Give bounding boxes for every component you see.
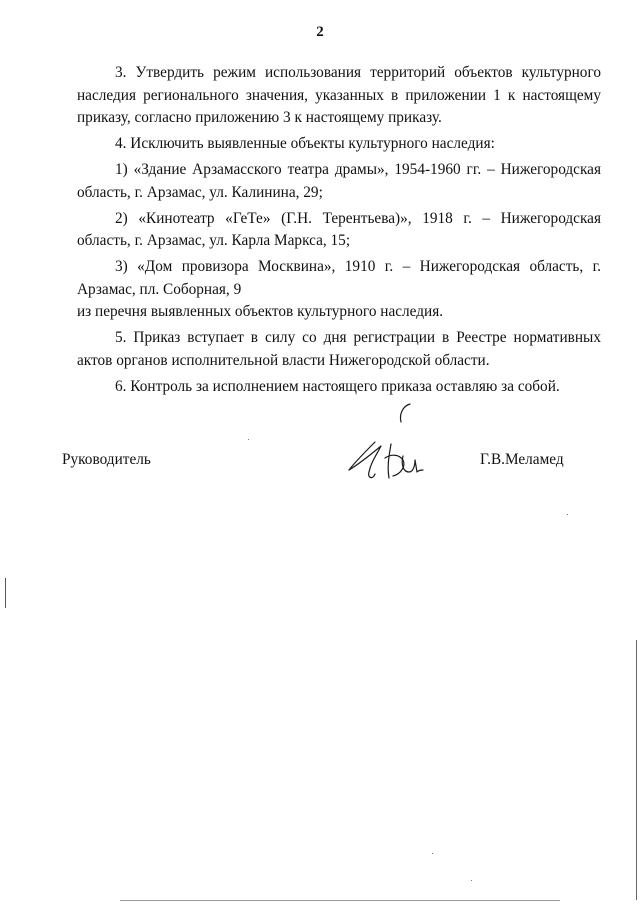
scan-speck bbox=[567, 514, 568, 515]
handwritten-signature bbox=[343, 400, 433, 485]
paragraph-item-5: 5. Приказ вступает в силу со дня регистрации в Реестре нормативных актов органов исполнительной власти Нижегородской области. bbox=[77, 329, 601, 369]
list-item-2: 2) «Кинотеатр «ГеТе» (Г.Н. Терентьева)», 1918 г. – Нижегородская область, г. Арзамас, ул. Карла Маркса, 15; bbox=[77, 209, 601, 250]
document-body bbox=[77, 62, 601, 402]
page-number: 2 bbox=[316, 24, 324, 40]
paragraph-item-4: 4. Исключить выявленные объекты культурного наследия: bbox=[115, 135, 495, 153]
list-item-1: 1) «Здание Арзамасского театра драмы», 1954-1960 гг. – Нижегородская область, г. Арзамас, ул. Калинина, 29; bbox=[77, 161, 601, 201]
scan-speck bbox=[432, 853, 433, 854]
paragraph-item-6: 6. Контроль за исполнением настоящего приказа оставляю за собой. bbox=[115, 378, 560, 396]
signatory-title: Руководитель bbox=[62, 451, 151, 468]
scan-edge-right bbox=[636, 640, 637, 900]
scan-speck bbox=[471, 880, 472, 881]
signatory-name: Г.В.Меламед bbox=[480, 451, 564, 468]
paragraph-item-3: 3. Утвердить режим использования территорий объектов культурного наследия регионального значения, указанных в приложении 1 к настоящему приказу, согласно приложению 3 к настоящему приказу. bbox=[77, 64, 601, 126]
list-item-3: 3) «Дом провизора Москвина», 1910 г. – Нижегородская область, г. Арзамас, пл. Соборная, 9 bbox=[77, 258, 601, 298]
scan-speck bbox=[248, 439, 249, 440]
paragraph-continuation: из перечня выявленных объектов культурного наследия. bbox=[77, 303, 444, 321]
scan-edge-bottom bbox=[120, 900, 560, 901]
scan-edge-left bbox=[5, 578, 6, 608]
